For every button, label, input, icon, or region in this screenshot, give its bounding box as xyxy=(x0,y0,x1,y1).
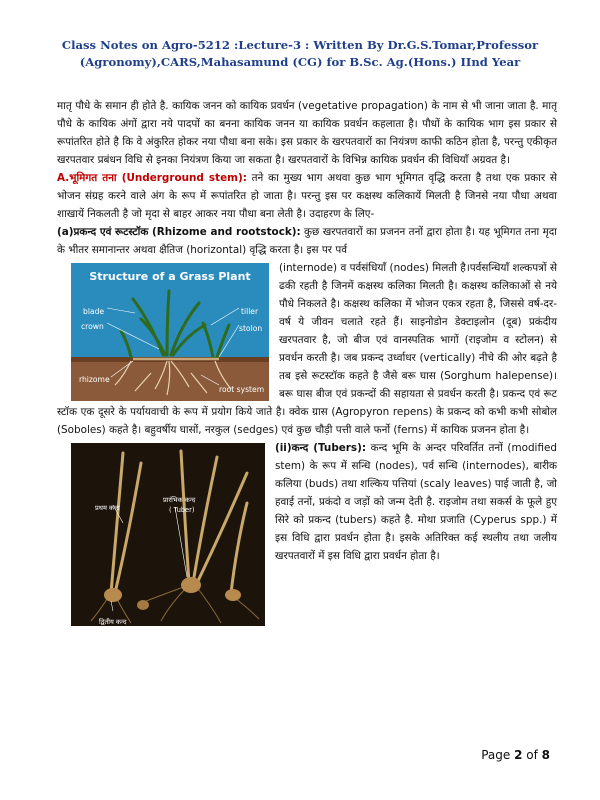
page-body xyxy=(57,97,557,626)
grass-plant-figure xyxy=(71,263,269,401)
label-initial-tuber: प्रारंभिक कन्द xyxy=(163,496,196,504)
figure-title: Structure of a Grass Plant xyxy=(89,270,251,283)
tuber-photo-illustration xyxy=(71,443,265,626)
total-pages: 8 xyxy=(541,748,550,762)
rhizome-heading: (a)प्रकन्द एवं रूटस्टॉक (Rhizome and rootstock): xyxy=(57,226,301,238)
label-blade: blade xyxy=(83,307,105,316)
section-a-text: तने का मुख्य भाग अथवा कुछ भाग भूमिगत वृद्धि करता है तथा एक प्रकार से भोजन संग्रह करने वाले अंग के रूप में रूपांतरित हो जाता है। परन्तु इस पर कक्षस्थ कलिकायें मिलती है जिनसे नया पौधा अथवा शाखायें निकलती है जो मृदा से बाहर आकर नया पौधा बना लेती है। उदाहरण के लिए- xyxy=(57,172,558,220)
page-of: of xyxy=(522,748,542,762)
rhizome-intro xyxy=(57,223,557,259)
label-second-tuber: द्वितीय कन्द xyxy=(99,618,127,626)
header-line-2: (Agronomy),CARS,Mahasamund (CG) for B.Sc. Ag.(Hons.) IInd Year xyxy=(79,55,521,69)
label-crown: crown xyxy=(81,322,104,331)
label-tiller: tiller xyxy=(241,307,259,316)
label-rhizome: rhizome xyxy=(79,375,110,384)
label-first-tuber: प्रथम कन्द xyxy=(95,504,120,512)
page-number xyxy=(481,748,550,762)
header-line-1: Class Notes on Agro-5212 :Lecture-3 : Written By Dr.G.S.Tomar,Professor xyxy=(61,38,539,52)
tubers-text: कन्द भूमि के अन्दर परिवर्तित तनों (modified stem) के रूप में सन्धि (nodes), पर्व सन्धि (internodes), बारीक कलिया (buds) तथा शल्किय पत्तियां (scaly leaves) पाई जाती है, जो हवाई तनों, प्रकंदो व जड़ों को जन्म देती है. राइजोम तथा सकर्स के फूले हुए सिरे को प्रकन्द (tubers) कहते है. मोथा प्रजाति (Cyperus spp.) में इस विधि द्वारा प्रवर्धन होता है। इसके अतिरिक्त कई स्थलीय तथा जलीय खरपतवारों में इस विधि द्वारा प्रवर्धन होता है। xyxy=(275,442,557,562)
tubers-heading: (ii)कन्द (Tubers): xyxy=(275,442,367,454)
current-page: 2 xyxy=(514,748,523,762)
intro-paragraph: मातृ पौधे के समान ही होते है. कायिक जनन को कायिक प्रवर्धन (vegetative propagation) के नाम से भी जाना जाता है. मातृ पौधे के कायिक अंगों द्वारा नये पादपों का बनना कायिक जनन या कायिक प्रवर्धन कहलाता है। पौधों के कायिक भाग इस प्रकार से रूपांतरित होते है कि वे अंकुरित होकर नया पौधा बना सके। इस प्रकार के खरपतवारों का नियंत्रण काफी कठिन होता है, परन्तु एकीकृत खरपतवार प्रबंधन विधि से इनका नियंत्रण किया जा सकता है। खरपतवारों के विभिन्न कायिक प्रवर्धन की विधियाँ अग्रवत है। xyxy=(57,100,557,166)
section-a-heading: A.भूमिगत तना (Underground stem): xyxy=(57,172,247,184)
section-underground-stem xyxy=(57,169,557,223)
label-tuber: ( Tuber) xyxy=(169,506,195,514)
rhizome-details: (internode) व पर्वसंधियाँ (nodes) मिलती है।पर्वसन्धियाँ शल्कपत्रों से ढकी रहती है जिनमें कक्षस्थ कलिका मिलती है। कक्षस्थ कलिकाओं से नये पौधे निकलते है। कक्षस्थ कलिका में भोजन एकत्र रहता है, जिससे वर्ष-दर-वर्ष ये जीवन चलाते रहते हैं। साइनोडोन डेक्टाइलोन (दूब) प्रकंदीय खरपतवार है, जो बीज एवं वानस्पतिक भागों (राइजोम व स्टोलन) से प्रवर्धन करती है। जब प्रकन्द उर्ध्वाधर (vertically) नीचे की ओर बढ़ते है तब इसे रूटस्टॉक कहते है जैसे बरू घास (Sorghum halepense)। बरू घास बीज एवं प्रकन्दों की सहायता से प्रवर्धन करती है। प्रकन्द एवं रूट स्टॉक एक दूसरे के पर्यायवाची के रूप में प्रयोग किये जाते है। क्वेक ग्रास (Agropyron repens) के प्रकन्द को कभी कभी सोबोल (Soboles) कहते है। बहुवर्षीय घासों, नरकुल (sedges) एवं कुछ चौड़ी पत्ती वाले फर्नो (ferns) में कायिक प्रजनन होता है। xyxy=(57,262,557,436)
label-root-system: root system xyxy=(219,385,265,394)
rhizome-text-before: कुछ खरपतवारों का प्रजनन तनों द्वारा होता है। यह भूमिगत तना मृदा के भीतर समानान्तर अथवा क्षैतिज (horizontal) वृद्धि करता है। इस पर पर्व xyxy=(57,226,557,256)
page-header xyxy=(40,37,560,71)
page-prefix: Page xyxy=(481,748,515,762)
tuber-figure xyxy=(71,443,265,626)
label-stolon: stolon xyxy=(239,324,263,333)
